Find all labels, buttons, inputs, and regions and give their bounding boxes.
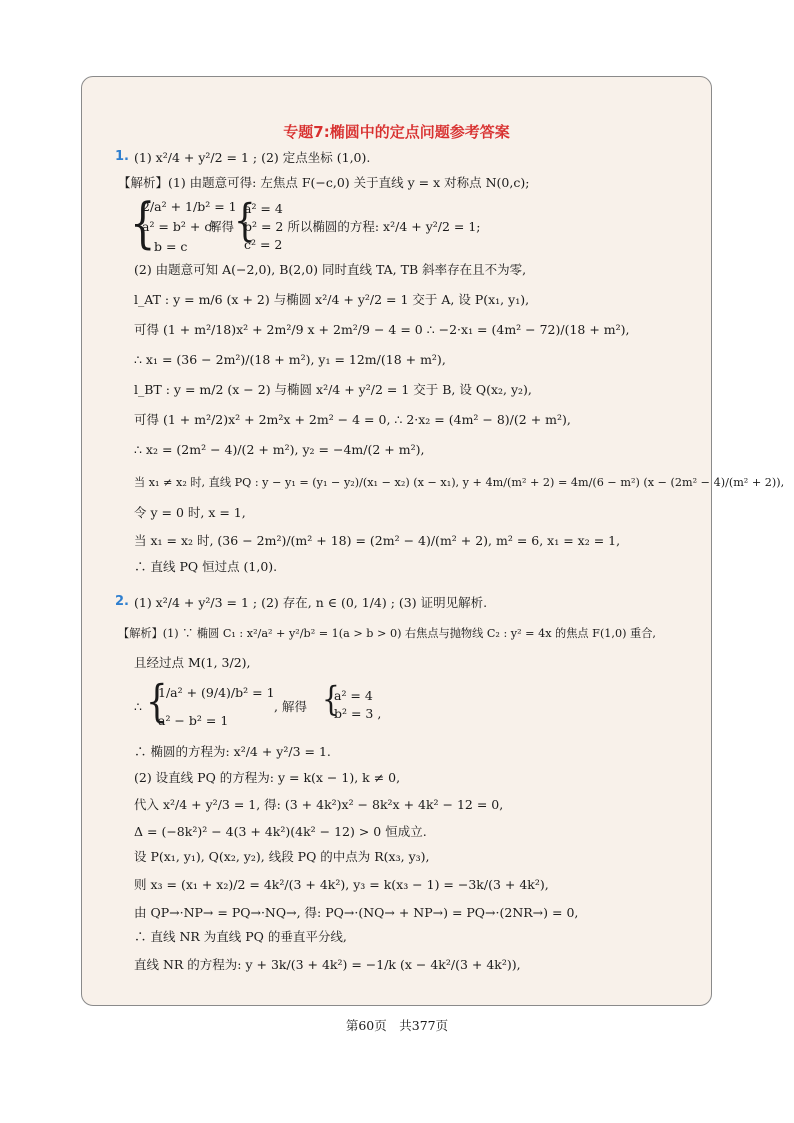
q1-answer: (1) x²/4 + y²/2 = 1 ; (2) 定点坐标 (1,0). — [134, 150, 371, 165]
q1-conclusion: ∴ 直线 PQ 恒过点 (1,0). — [134, 559, 278, 574]
question-number-1: 1. — [115, 149, 129, 164]
q1-solve-label: 解得 — [209, 219, 235, 234]
q2-nr-equation: 直线 NR 的方程为: y + 3k/(3 + 4k²) = −1/k (x − 4k²/(3 + 4k²)), — [134, 957, 521, 972]
q2-system-brace: { — [146, 676, 168, 729]
q2-system-eq2: a² − b² = 1 — [158, 713, 229, 728]
q2-solution-2: b² = 3 , — [334, 706, 382, 721]
q2-substitute: 代入 x²/4 + y²/3 = 1, 得: (3 + 4k²)x² − 8k²x + 4k² − 12 = 0, — [134, 797, 504, 812]
q1-system-eq1: 2/a² + 1/b² = 1 — [142, 199, 237, 214]
q1-line-lat: l_AT : y = m/6 (x + 2) 与椭圆 x²/4 + y²/2 = 1 交于 A, 设 P(x₁, y₁), — [134, 292, 530, 307]
page-title: 专题7:椭圆中的定点问题参考答案 — [283, 123, 510, 141]
q2-ellipse-eq: ∴ 椭圆的方程为: x²/4 + y²/3 = 1. — [134, 744, 331, 759]
q2-solve-label: , 解得 — [274, 699, 307, 714]
q1-solution-3: c² = 2 — [244, 237, 283, 252]
q1-line-x2: ∴ x₂ = (2m² − 4)/(2 + m²), y₂ = −4m/(2 + m²), — [134, 442, 425, 457]
q2-analysis-intro: 【解析】(1) ∵ 椭圆 C₁ : x²/a² + y²/b² = 1(a > b > 0) 右焦点与抛物线 C₂ : y² = 4x 的焦点 F(1,0) 重合, — [118, 627, 656, 640]
q1-line-equal: 当 x₁ = x₂ 时, (36 − 2m²)/(m² + 18) = (2m² − 4)/(m² + 2), m² = 6, x₁ = x₂ = 1, — [134, 533, 621, 548]
q2-midpoint: 设 P(x₁, y₁), Q(x₂, y₂), 线段 PQ 的中点为 R(x₃, y₃), — [134, 849, 430, 864]
q1-line-pq: 当 x₁ ≠ x₂ 时, 直线 PQ : y − y₁ = (y₁ − y₂)/(x₁ − x₂) (x − x₁), y + 4m/(m² + 2) = 4m/(6 − m²) (x − (2m² − 4)/(m² + 2)), — [134, 476, 785, 489]
q2-answer: (1) x²/4 + y²/3 = 1 ; (2) 存在, n ∈ (0, 1/4) ; (3) 证明见解析. — [134, 595, 488, 610]
q2-vectors: 由 QP→·NP→ = PQ→·NQ→, 得: PQ→·(NQ→ + NP→) = PQ→·(2NR→) = 0, — [134, 905, 579, 920]
q2-solution-1: a² = 4 — [334, 688, 373, 703]
q2-discriminant: Δ = (−8k²)² − 4(3 + 4k²)(4k² − 12) > 0 恒成立. — [134, 824, 427, 839]
q1-analysis-intro: 【解析】(1) 由题意可得: 左焦点 F(−c,0) 关于直线 y = x 对称点 N(0,c); — [118, 175, 530, 190]
q2-therefore: ∴ — [134, 699, 142, 714]
q1-system-eq2: a² = b² + c² — [142, 219, 217, 234]
q1-system-eq3: b = c — [154, 239, 188, 254]
answer-card — [81, 76, 785, 1006]
q2-line-point-m: 且经过点 M(1, 3/2), — [134, 655, 251, 670]
q1-line-eq-a: 可得 (1 + m²/18)x² + 2m²/9 x + 2m²/9 − 4 = 0 ∴ −2·x₁ = (4m² − 72)/(18 + m²), — [134, 322, 630, 337]
q1-solution-1: a² = 4 — [244, 201, 283, 216]
solution-brace: { — [234, 195, 256, 248]
q1-line-eq-b: 可得 (1 + m²/2)x² + 2m²x + 2m² − 4 = 0, ∴ 2·x₂ = (4m² − 8)/(2 + m²), — [134, 412, 571, 427]
question-number-2: 2. — [115, 594, 129, 609]
q1-line-y0: 令 y = 0 时, x = 1, — [134, 505, 246, 520]
q1-line-lbt: l_BT : y = m/2 (x − 2) 与椭圆 x²/4 + y²/2 = 1 交于 B, 设 Q(x₂, y₂), — [134, 382, 532, 397]
q1-solution-2: b² = 2 所以椭圆的方程: x²/4 + y²/2 = 1; — [244, 219, 481, 234]
page-footer: 第60页 共377页 — [345, 1018, 449, 1033]
q2-system-eq1: 1/a² + (9/4)/b² = 1 — [158, 685, 275, 700]
q1-line-part2: (2) 由题意可知 A(−2,0), B(2,0) 同时直线 TA, TB 斜率存在且不为零, — [134, 262, 527, 277]
q2-line-pq: (2) 设直线 PQ 的方程为: y = k(x − 1), k ≠ 0, — [134, 770, 401, 785]
q1-line-x1: ∴ x₁ = (36 − 2m²)/(18 + m²), y₁ = 12m/(18 + m²), — [134, 352, 446, 367]
q2-solution-brace: { — [322, 679, 340, 719]
system-brace: { — [130, 192, 156, 256]
q2-x3: 则 x₃ = (x₁ + x₂)/2 = 4k²/(3 + 4k²), y₃ = k(x₃ − 1) = −3k/(3 + 4k²), — [134, 877, 549, 892]
q2-bisector: ∴ 直线 NR 为直线 PQ 的垂直平分线, — [134, 929, 347, 944]
